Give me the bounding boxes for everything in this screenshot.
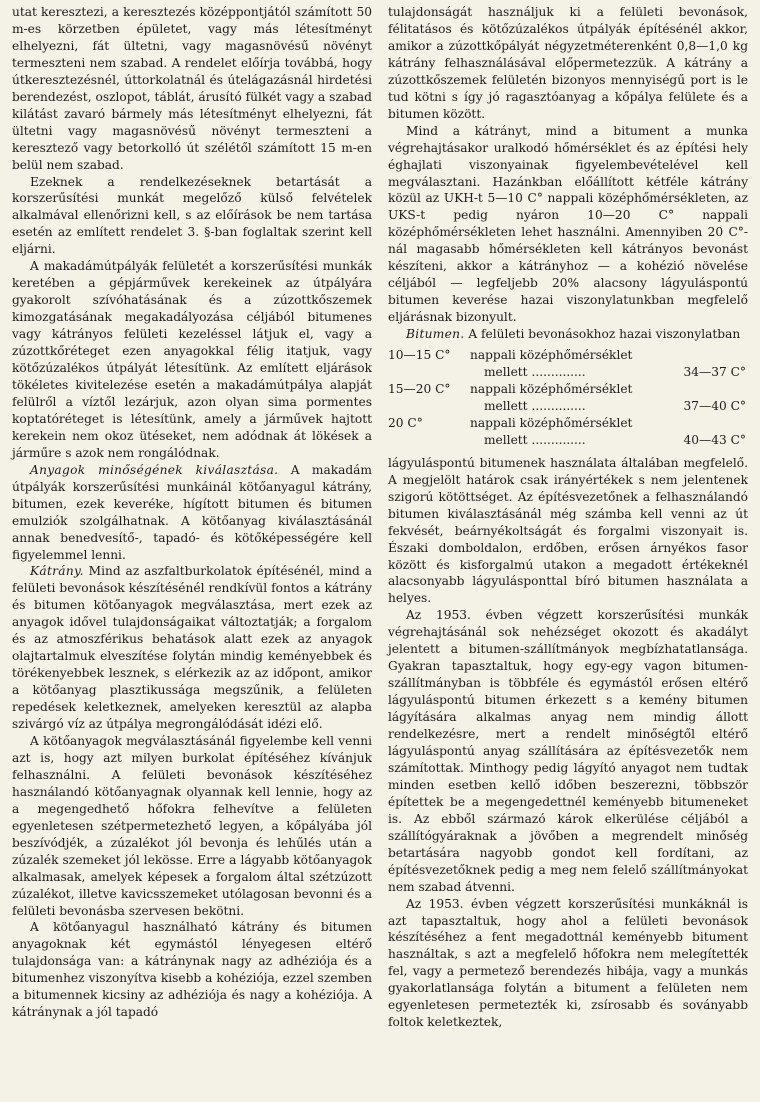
- paragraph: Az 1953. évben végzett korszerűsítési munkák végrehajtásánál sok nehézséget okozott és akadályt jelentett a bitumen-szállítmányok megbízhatatlansága. Gyakran tapasztaltuk, hogy egy-egy vagon bitumen-szállítmányban is többféle és egymástól erősen eltérő lágyuláspontú bitumen érkezett s a kemény bitumen lágyítására alkalmas anyag nem mindig állott rendelkezésre, mert a rendelt minőségtől eltérő lágyuláspontú anyag szállítására az építésvezetők nem számítottak. Minthogy pedig lágyító anyagot nem tudtak minden esetben kellő időben beszerezni, többször építettek be a megengedettnél keményebb bitumeneket is. Az ebből származó károk elkerülése céljából a szállítógyáraknak a jövőben a megrendelt minőség betartására nagyobb gondot kell fordítani, az építésvezetőknek pedig a meg nem felelő szállítmányokat nem szabad átvenni.: [388, 608, 748, 894]
- section-heading: Kátrány.: [30, 564, 84, 579]
- row-tail: [470, 398, 748, 415]
- temperature-range: 15—20 C°: [388, 381, 451, 396]
- paragraph: A kötőanyagul használható kátrány és bitumen anyagoknak két egymástól lényegesen eltérő tulajdonsága van: a kátránynak nagy az adhéziója és a bitumenhez viszonyítva kisebb a kohéziója, ezzel szemben a bitumennek kicsiny az adhéziója és nagy a kohéziója. A kátránynak a jól tapadó: [12, 920, 372, 1020]
- table-row: [388, 347, 748, 381]
- row-tail: [470, 432, 748, 449]
- row-description: [470, 381, 748, 415]
- softening-point-value: 37—40 C°: [683, 398, 746, 413]
- paragraph: tulajdonságát használjuk ki a felületi bevonások, félitatásos és kötőzúzalékos útpályák építésénél akkor, amikor a zúzottkőpályát négyzetméterenként 0,8—1,0 kg kátrány felhasználásával előpermetezzük. A kátrány a zúzottkőszemek felületén bizonyos mennyiségű port is le tud kötni s így jó ragasztóanyag a kőpálya felülete és a bitumen között.: [388, 5, 748, 121]
- row-description: [470, 415, 748, 449]
- softening-point-table: [388, 347, 748, 449]
- right-column: [388, 4, 748, 1102]
- table-row: [388, 415, 748, 449]
- paragraph: lágyuláspontú bitumenek használata általában megfelelő. A megjelölt határok csak irányértékek s nem jelentenek szigorú kötöttséget. Az építésvezetőnek a felhasználandó bitumen kiválasztásánál még számba kell venni az út fekvését, beárnyékoltságát és forgalmi viszonyait is. Északi domboldalon, erdőben, erősen árnyékos fasor között és kisforgalmú utakon a megadott értékeknél alacsonyabb lágyulásponttal bíró bitumen használata a helyes.: [388, 455, 748, 606]
- paragraph-materials: [12, 462, 372, 564]
- paragraph: utat keresztezi, a keresztezés középpontjától számított 50 m-es körzetben épületet, vagy más létesítményt elhelyezni, fát ültetni, vagy magasnövésű növényt termeszteni nem szabad. A rendelet előírja továbbá, hogy útkeresztezésnél, úttorkolatnál és útelágazásnál hirdetési berendezést, oszlopot, táblát, árusító fülkét vagy a szabad kilátást zavaró bármely más létesítményt elhelyezni, fát ültetni vagy magasnövésű növényt termeszteni a keresztező vagy betorkolló út szélétől számított 15 m-en belül nem szabad.: [12, 5, 372, 172]
- description-text: nappali középhőmérséklet: [470, 381, 633, 396]
- paragraph-bitumen: [388, 326, 748, 343]
- description-text: nappali középhőmérséklet: [470, 348, 633, 363]
- section-heading: Anyagok minőségének kiválasztása.: [30, 462, 279, 477]
- softening-point-value: 40—43 C°: [683, 432, 746, 447]
- paragraph: Mind a kátrányt, mind a bitument a munka végrehajtásakor uralkodó hőmérséklet és az építési hely éghajlati viszonyainak figyelembevételével kell megválasztani. Hazánkban előállított kétféle kátrány közül az UKH-t 5—10 C° nappali középhőmérsékleten, az UKS-t pedig nyáron 10—20 C° nappali középhőmérsékleten lehet használni. Amennyiben 20 C°-nál magasabb hőmérsékleten kell kátrányos bevonást készíteni, akkor a kátrányhoz — a kohézió növelése céljából — legfeljebb 20% alacsony lágyuláspontú bitumen keverése hazai viszonylatunkban megfelelő eljárásnak bizonyult.: [388, 123, 748, 325]
- leader-text: mellett ..............: [484, 365, 586, 380]
- paragraph-text: A makadám útpályák korszerűsítési munkáinál kötőanyagul kátrány, bitumen, ezek keveréke, hígított bitumen és bitumen emulziók szolgálhatnak. A kötőanyag kiválasztásánál annak benedvesítő-, tapadó- és kötőképességére kell figyelemmel lenni.: [12, 462, 372, 562]
- section-heading: Bitumen.: [406, 327, 465, 342]
- description-text: nappali középhőmérséklet: [470, 415, 633, 430]
- temperature-range: 20 C°: [388, 415, 423, 430]
- temperature-range: 10—15 C°: [388, 348, 451, 363]
- leader-text: mellett ..............: [484, 398, 586, 413]
- paragraph: Ezeknek a rendelkezéseknek betartását a korszerűsítési munkát megelőző külső felvételek alkalmával ellenőrizni kell, s az előírások be nem tartása esetén az említett rendelet 3. §-ban foglaltak szerint kell eljárni.: [12, 174, 372, 257]
- row-description: [470, 347, 748, 381]
- leader-text: mellett ..............: [484, 432, 586, 447]
- paragraph: A kötőanyagok megválasztásánál figyelembe kell venni azt is, hogy azt milyen burkolat építéséhez kívánjuk felhasználni. A felületi bevonások készítéséhez használandó kötőanyagnak olyannak kell lennie, hogy az a megengedhető hőfokra felhevítve a felületen egyenletesen szétpermetezhető legyen, a kőpályába jól beszívódjék, a zúzalékot jól bevonja és lehűlés után a zúzalék szemeket jól lekösse. Erre a lágyabb kötőanyagok alkalmasak, amelyek képesek a forgalom által szétzúzott zúzalékot, illetve kavicsszemeket utólagosan bevonni és a felületi bevonásba szervesen bekötni.: [12, 733, 372, 918]
- paragraph-text: A felületi bevonásokhoz hazai viszonylatban: [464, 327, 741, 342]
- table-row: [388, 381, 748, 415]
- paragraph-text: Mind az aszfaltburkolatok építésénél, mind a felületi bevonások készítésénél rendkívül fontos a kátrány és bitumen kötőanyagok megválasztása, mert ezek az anyagok idővel tulajdonságaikat változtatják; a forgalom és az atmoszférikus behatások alatt ezek az anyagok olajtartalmuk elveszítése folytán mindig keményebbek és törékenyebbek lesznek, s elérkezik az az időpont, amikor a kötőanyag plasztikussága megszűnik, a felületen repedések keletkeznek, amelyeken keresztül az alapba szivárgó víz az útpálya megrongálódását idézi elő.: [12, 564, 372, 732]
- paragraph: Az 1953. évben végzett korszerűsítési munkáknál is azt tapasztaltuk, hogy ahol a felületi bevonások készítéséhez a fent megadottnál keményebb bitument használtak, s azt a megfelelő hőfokra nem melegítették fel, vagy a permetező berendezés hibája, vagy a munkás gyakorlatlansága folytán a bitument a felületen nem egyenletesen permetezték ki, zsírosabb és soványabb foltok keletkeztek,: [388, 896, 748, 1030]
- paragraph: A makadámútpályák felületét a korszerűsítési munkák keretében a gépjárművek kerekeinek az útpályára gyakorolt szívóhatásának és a zúzottkőszemek kimozgatásának megakadályozása céljából bitumenes vagy kátrányos felületi kezeléssel látjuk el, vagy a zúzottkőréteget ezen anyagokkal félig itatjuk, vagy kötőzúzalékos útpályát létesítünk. Az említett eljárások tökéletes kivitelezése esetén a makadámútpálya alapját felülről a víztől lezárjuk, azon olyan sima pormentes koptatóréteget is létesítünk, amely a járművek hajtott kerekein nem okoz ütéseket, nem adódnak át lökések a járműre s azok nem rongálódnak.: [12, 259, 372, 460]
- row-tail: [470, 364, 748, 381]
- left-column: [12, 4, 372, 1102]
- softening-point-value: 34—37 C°: [683, 365, 746, 380]
- paragraph-tar: [12, 563, 372, 733]
